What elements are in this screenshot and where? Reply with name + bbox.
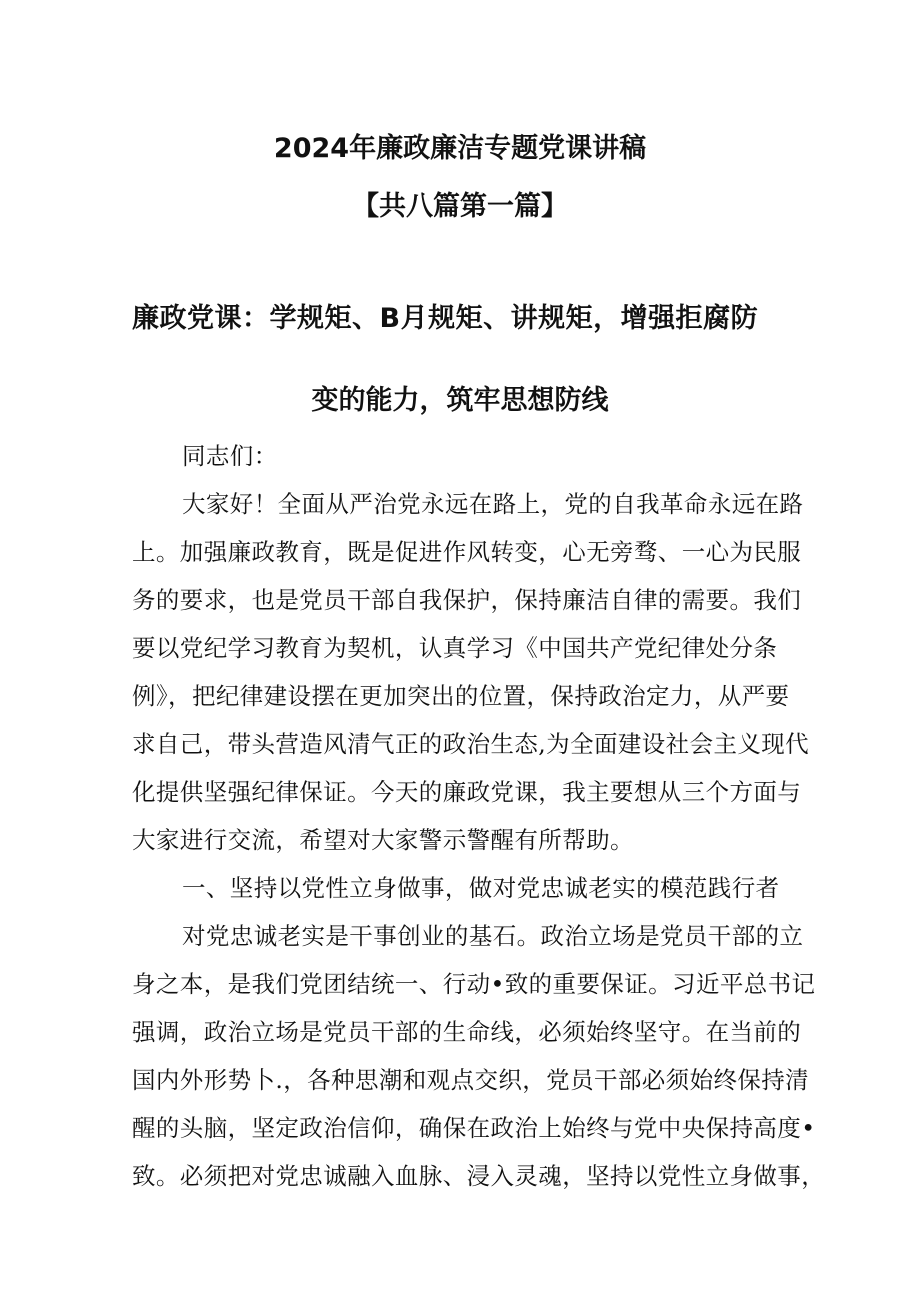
body-line: 化提供坚强纪律保证。今天的廉政党课，我主要想从三个方面与 <box>132 778 802 806</box>
body-line: 致。必须把对党忠诚融入血脉、浸入灵魂，坚持以党性立身做事， <box>132 1162 826 1190</box>
body-line: 对党忠诚老实是干事创业的基石。政治立场是党员干部的立 <box>182 922 804 950</box>
section-heading: 一、坚持以党性立身做事，做对党忠诚老实的模范践行者 <box>182 874 780 902</box>
body-line: 强调，政治立场是党员干部的生命线，必须始终坚守。在当前的 <box>132 1018 802 1046</box>
body-line: 醒的头脑，坚定政治信仰，确保在政治上始终与党中央保持高度• <box>132 1114 816 1142</box>
body-line: 例》，把纪律建设摆在更加突出的位置，保持政治定力，从严要 <box>132 682 790 710</box>
body-line: 上。加强廉政教育，既是促进作风转变，心无旁骛、一心为民服 <box>132 538 802 566</box>
lecture-heading-line-1: 廉政党课：学规矩、B月规矩、讲规矩，增强拒腐防 <box>132 303 759 334</box>
salutation: 同志们： <box>182 442 278 470</box>
document-subtitle: 【共八篇第一篇】 <box>352 191 568 222</box>
body-line: 国内外形势卜.，各种思潮和观点交织，党员干部必须始终保持清 <box>132 1066 810 1094</box>
body-line: 大家进行交流，希望对大家警示警醒有所帮助。 <box>132 826 634 854</box>
body-line: 要以党纪学习教育为契机，认真学习《中国共产党纪律处分条 <box>132 634 778 662</box>
body-line: 求自己，带头营造风清气正的政治生态,为全面建设社会主义现代 <box>132 730 810 758</box>
body-line: 务的要求，也是党员干部自我保护，保持廉洁自律的需要。我们 <box>132 586 802 614</box>
document-title: 2024年廉政廉洁专题党课讲稿 <box>273 133 647 164</box>
body-line: 大家好！全面从严治党永远在路上，党的自我革命永远在路 <box>182 490 804 518</box>
lecture-heading-line-2: 变的能力，筑牢思想防线 <box>311 385 609 416</box>
body-line: 身之本，是我们党团结统一、行动•致的重要保证。习近平总书记 <box>132 970 816 998</box>
